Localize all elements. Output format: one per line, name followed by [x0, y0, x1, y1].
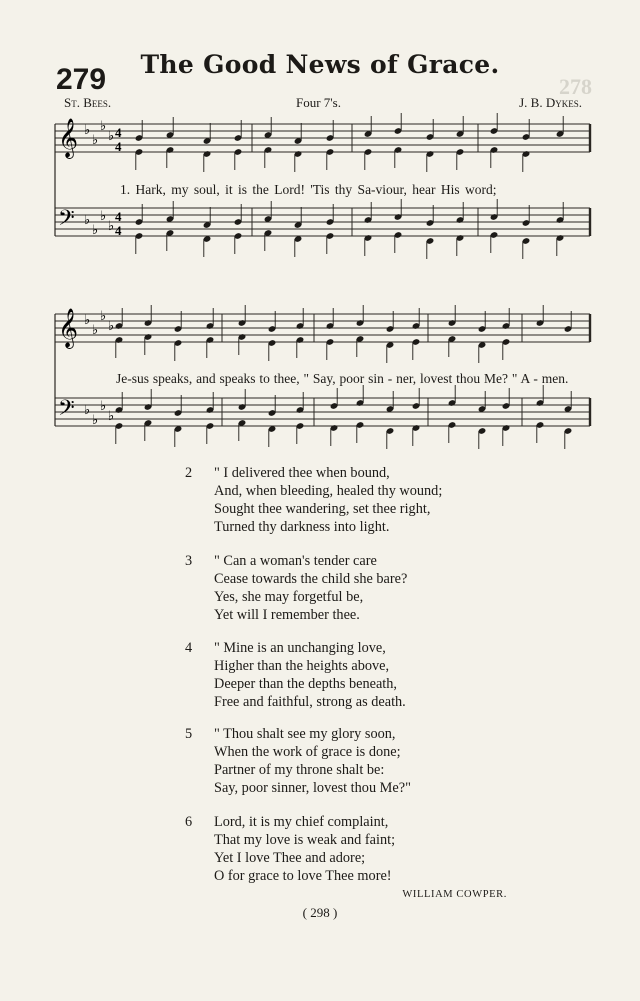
time-signature-top: 4: [115, 209, 122, 224]
flat-icon: ♭: [100, 309, 107, 324]
bass-clef-icon: 𝄢: [58, 206, 75, 236]
composer: J. B. Dykes.: [519, 95, 582, 110]
verse-number: 5: [185, 726, 193, 742]
flat-icon: ♭: [92, 323, 99, 338]
flat-icon: ♭: [100, 209, 107, 224]
verse-line: " I delivered thee when bound,: [214, 465, 390, 481]
verse-line: Yes, she may forgetful be,: [214, 589, 364, 605]
verse-line: Deeper than the depths beneath,: [214, 676, 398, 692]
tune-name: St. Bees.: [64, 95, 112, 110]
flat-icon: ♭: [92, 413, 99, 428]
bleed-through-text: 278: [559, 74, 592, 99]
verse-line: Sought thee wandering, set thee right,: [214, 501, 431, 517]
lyric-line-2: Je-sus speaks, and speaks to thee, " Say, poor sin - ner, lovest thou Me? " A - men.: [116, 371, 569, 386]
flat-icon: ♭: [92, 133, 99, 148]
flat-icon: ♭: [108, 319, 115, 334]
verse-line: When the work of grace is done;: [214, 744, 401, 760]
author: WILLIAM COWPER.: [402, 889, 507, 900]
music-score: [0, 0, 640, 470]
flat-icon: ♭: [84, 213, 91, 228]
flat-icon: ♭: [100, 119, 107, 134]
verse-line: " Thou shalt see my glory soon,: [214, 726, 396, 742]
flat-icon: ♭: [92, 223, 99, 238]
time-signature-bottom: 4: [115, 223, 122, 238]
flat-icon: ♭: [100, 399, 107, 414]
verse-line: Yet will I remember thee.: [214, 607, 360, 623]
flat-icon: ♭: [84, 313, 91, 328]
bass-clef-icon: 𝄢: [58, 396, 75, 426]
time-signature-top: 4: [115, 125, 122, 140]
flat-icon: ♭: [108, 409, 115, 424]
flat-icon: ♭: [84, 403, 91, 418]
time-signature-bottom: 4: [115, 139, 122, 154]
meter: Four 7's.: [296, 95, 341, 110]
treble-clef-icon: 𝄞: [58, 118, 79, 158]
flat-icon: ♭: [108, 219, 115, 234]
page-number: ( 298 ): [302, 905, 338, 920]
verse-line: " Can a woman's tender care: [214, 553, 377, 569]
verse-number: 4: [185, 640, 193, 656]
verse-line: Yet I love Thee and adore;: [214, 850, 366, 866]
verse-number: 2: [185, 465, 193, 481]
flat-icon: ♭: [108, 129, 115, 144]
verse-line: Lord, it is my chief complaint,: [214, 814, 389, 830]
verse-line: Higher than the heights above,: [214, 658, 390, 674]
verse-line: " Mine is an unchanging love,: [214, 640, 386, 656]
verse-line: O for grace to love Thee more!: [214, 868, 392, 884]
score-systems: [55, 113, 590, 449]
verse-line: And, when bleeding, healed thy wound;: [214, 483, 443, 499]
verse-line: Say, poor sinner, lovest thou Me?": [214, 780, 411, 796]
hymn-number: 279: [56, 63, 107, 96]
verse-line: Turned thy darkness into light.: [214, 519, 390, 535]
flat-icon: ♭: [84, 123, 91, 138]
treble-clef-icon: 𝄞: [58, 308, 79, 348]
verse-number: 3: [185, 553, 193, 569]
verse-line: Partner of my throne shalt be:: [214, 762, 385, 778]
verse-line: That my love is weak and faint;: [214, 832, 396, 848]
verse-number: 6: [185, 814, 193, 830]
hymn-title: The Good News of Grace.: [140, 50, 500, 79]
verse-line: Free and faithful, strong as death.: [214, 694, 406, 710]
lyric-line-1: 1. Hark, my soul, it is the Lord! 'Tis thy Sa-viour, hear His word;: [120, 182, 497, 197]
verse-line: Cease towards the child she bare?: [214, 571, 408, 587]
